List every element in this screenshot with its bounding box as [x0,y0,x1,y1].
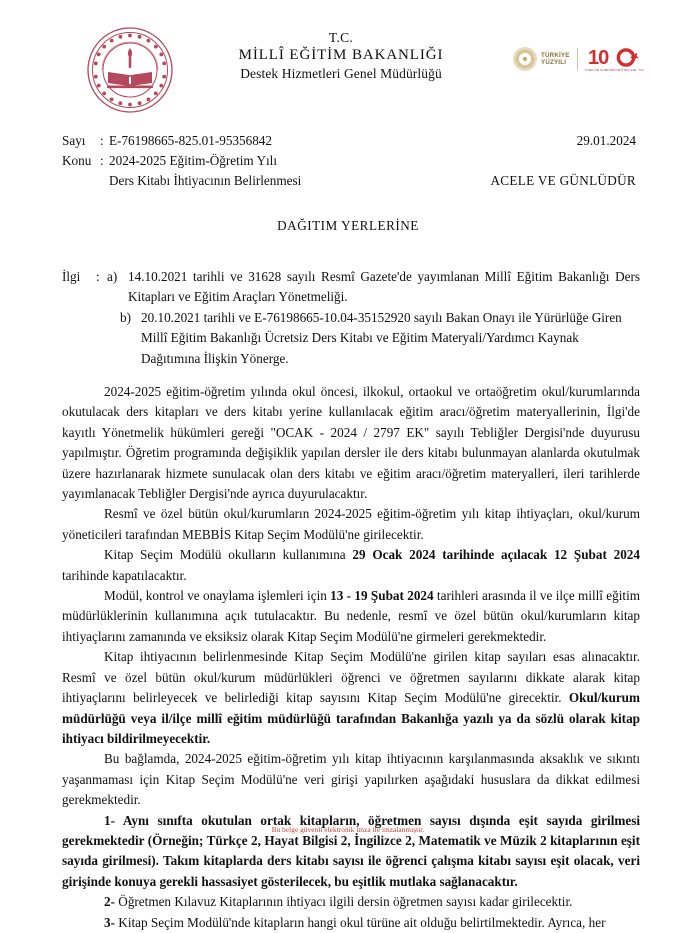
numbered-item-1 [62,811,640,893]
body-paragraph-3-pre: Kitap Seçim Modülü okulların kullanımına [104,547,353,563]
body-paragraph-2: Resmî ve özel bütün okul/kurumların 2024-2025 eğitim-öğretim yılı kitap ihtiyaçları, okul/kurum yöneticileri tarafından MEBBİS Kitap Seçim Modülü'ne girilecektir. [62,506,640,542]
centenary-100-icon [588,47,640,67]
numbered-item-3-marker: 3- [104,914,119,930]
konu-row [62,151,301,171]
konu-value-continued: Ders Kitabı İhtiyacının Belirlenmesi [109,173,302,188]
numbered-item-2-marker: 2- [104,894,119,910]
urgency-marker: ACELE VE GÜNLÜDÜR [490,173,636,188]
numbered-item-1-text: 1- Aynı sınıfta okutulan ortak kitapların, öğretmen sayısı dışında eşit sayıda girilmesi gerekmektedir (Örneğin; Türkçe 2, Hayat Bilgisi 2, İngilizce 2, Matematik ve Müzik 2 kitaplarının eşit sayıda girilmesi). Takım kitaplarda ders kitabı sayısı ile öğrenci çalışma kitabı sayısı eşit olacak, veri girişinde konuya gerekli hassasiyet gösterilecek, bu eşitlik mutlaka sağlanacaktır. [62,812,640,889]
title-ministry: MİLLÎ EĞİTİM BAKANLIĞI [238,47,444,63]
body-paragraph-5-pre: Kitap ihtiyacının belirlenmesinde Kitap Seçim Modülü'ne girilen kitap sayıları esas alınacaktır. Resmî ve özel bütün okul/kurum müdürlükleri öğrenci ve öğretmen sayılarını dikkate alarak kitap ihtiyaçlarını belirleyecek ve belirlediği kitap sayısını Kitap Seçim Modülü'ne girecektir. [62,649,640,706]
header-title-block [176,30,506,83]
title-tc: T.C. [328,30,354,45]
sayi-colon: : [100,133,104,148]
numbered-item-3-text: Kitap Seçim Modülü'nde kitapların hangi okul türüne ait olduğu belirtilmektedir. Ayrıca, her [118,914,606,930]
turkiye-yuzyili-logo [512,46,570,72]
references-colon: : [96,269,100,284]
logo-turkiye-line1: TÜRKİYE [541,52,570,59]
title-department: Destek Hizmetleri Genel Müdürlüğü [240,66,442,81]
konu-colon: : [100,153,104,168]
centenary-logo-subtext: TÜRKİYE CUMHURİYETİ'NİN 100. YILI [584,67,645,72]
numbered-item-2 [62,892,640,912]
turkiye-yuzyili-emblem-icon [512,46,538,72]
reference-text-a: 14.10.2021 tarihli ve 31628 sayılı Resmî Gazete'de yayımlanan Millî Eğitim Bakanlığı Ders Kitapları ve Eğitim Araçları Yönetmeliği. [128,269,640,305]
sayi-label: Sayı [62,133,86,148]
logo-divider [577,48,578,70]
body-paragraph-5-emphasis: Okul/kurum müdürlüğü veya il/ilçe millî eğitim müdürlüğü tarafından Bakanlığa yazılı ya da sözlü olarak kitap ihtiyacı bildirilmeyecektir. [62,690,640,746]
konu-label: Konu [62,153,92,168]
electronic-signature-note: Bu belge güvenli elektronik imza ile imzalanmıştır. [271,826,425,834]
reference-item-b [62,308,640,369]
document-header [0,0,696,118]
konu-value: 2024-2025 Eğitim-Öğretim Yılı [109,153,277,168]
body-paragraph-3-dates: 29 Ocak 2024 tarihinde açılacak 12 Şubat 2024 [352,547,640,563]
distribution-heading: DAĞITIM YERLERİNE [277,218,419,233]
metadata-left-column [62,131,301,191]
header-logos [512,40,652,78]
body-paragraph-4-dates: 13 - 19 Şubat 2024 [330,588,434,604]
centenary-logo [585,47,645,72]
document-body [62,382,640,933]
ministry-seal-icon [86,26,174,114]
sayi-value: E-76198665-825.01-95356842 [109,133,272,148]
reference-marker-b: b) [120,309,131,325]
body-paragraph-4 [62,586,640,647]
numbered-item-2-text: Öğretmen Kılavuz Kitaplarının ihtiyacı ilgili dersin öğretmen sayısı kadar girilecektir. [118,894,573,910]
references-block [62,267,640,369]
reference-text-b: 20.10.2021 tarihli ve E-76198665-10.04-35152920 sayılı Bakan Onayı ile Yürürlüğe Giren Millî Eğitim Bakanlığı Ücretsiz Ders Kitabı ve Eğitim Materyali/Yardımcı Kaynak Dağıtımına İlişkin Yönerge. [141,309,622,366]
reference-marker-a: a) [107,269,118,284]
body-paragraph-6: Bu bağlamda, 2024-2025 eğitim-öğretim yılı kitap ihtiyacının karşılanmasında aksaklık ve sıkıntı yaşanmaması için Kitap Seçim Modülü'ne veri girişi yapılırken aşağıdaki hususlara da dikkat edilmesi gerekmektedir. [62,751,640,808]
body-paragraph-3 [62,545,640,586]
body-paragraph-3-post: tarihinde kapatılacaktır. [62,567,187,583]
body-paragraph-1: 2024-2025 eğitim-öğretim yılında okul öncesi, ilkokul, ortaokul ve ortaöğretim okul/kurumlarında okutulacak ders kitapları ve ders kitabı yerine kullanılacak eğitim aracı/öğretim materyallerinin, İlgi'de kayıtlı Yönetmelik hükümleri gereği "OCAK - 2024 / 2797 EK" sayılı Tebliğler Dergisi'nde duyurusu yapılmıştır. Öğretim programında değişiklik yapılan dersler ile ders kitabı bulunmayan alanlarda okutulmak üzere hazırlanarak hizmete sunulacak olan ders kitabı ve eğitim aracı/öğretim materyalleri, ileri tarihlerde yayımlanacak Tebliğler Dergisi'nde ayrıca duyurulacaktır. [62,384,640,502]
reference-item-a [62,267,640,308]
sayi-row [62,131,301,151]
document-date: 29.01.2024 [576,133,636,148]
body-paragraph-5 [62,647,640,749]
logo-turkiye-line2: YÜZYILI [541,59,567,66]
body-paragraph-4-pre: Modül, kontrol ve onaylama işlemleri için [104,588,331,604]
document-metadata [0,131,696,197]
numbered-item-3 [62,913,640,933]
references-label: İlgi [62,269,81,284]
body-paragraph-4-post: tarihleri arasında il ve ilçe millî eğitim müdürlüklerinin kullanımına açık tutulacaktır. Bu nedenle, resmî ve özel bütün okul/kurumların kitap ihtiyaçlarını zamanında ve eksiksiz olarak Kitap Seçim Modülü'ne girmeleri gerekmektedir. [62,588,640,644]
svg-text:10: 10 [588,46,609,67]
